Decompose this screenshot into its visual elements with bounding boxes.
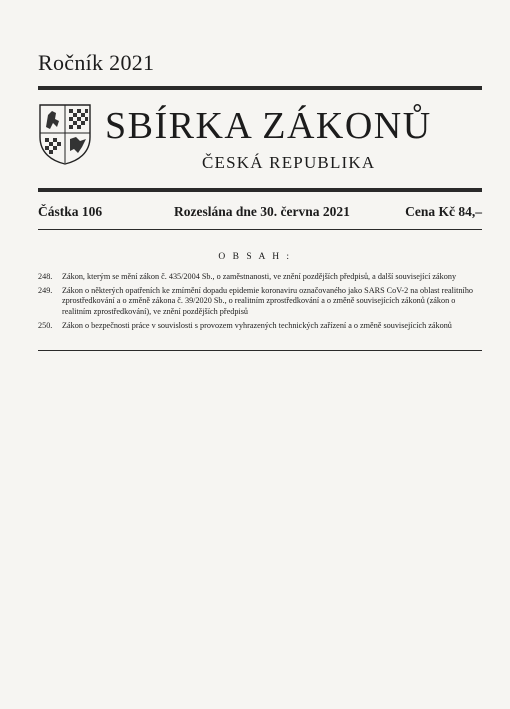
publication-subtitle: ČESKÁ REPUBLIKA (202, 153, 376, 172)
info-rule (38, 229, 482, 230)
item-number: 250. (38, 320, 53, 330)
state-emblem-icon (38, 103, 92, 165)
issue-price: Cena Kč 84,– (405, 204, 482, 219)
contents-rule-bottom (38, 350, 482, 351)
header-rule-bottom (38, 188, 482, 192)
item-number: 249. (38, 286, 53, 296)
volume-year: Ročník 2021 (38, 50, 155, 75)
header-rule-top (38, 86, 482, 90)
item-text: Zákon, kterým se mění zákon č. 435/2004 Sb., o zaměstnanosti, ve znění pozdějších předpisů, a další související zákony (62, 272, 457, 281)
issue-part: Částka 106 (38, 204, 103, 219)
item-text: Zákon o bezpečnosti práce v souvislosti s provozem vyhrazených technických zařízení a o změně souvisejících zákonů (62, 320, 452, 330)
list-item (38, 286, 482, 317)
list-item (38, 272, 482, 282)
contents-list (38, 272, 482, 335)
contents-heading: O B S A H : (218, 252, 292, 262)
list-item (38, 321, 482, 331)
issue-date: Rozeslána dne 30. června 2021 (174, 204, 350, 219)
item-number: 248. (38, 272, 53, 281)
publication-title: SBÍRKA ZÁKONŮ (105, 105, 432, 147)
item-text: Zákon o některých opatřeních ke zmírnění dopadu epidemie koronaviru označovaného jako SARS CoV-2 na oblast realitního zprostředkování a o změně zákona č. 39/2020 Sb., o realitním zprostředkování a o změně souvisejících zákonů (zákon o realitním zprostředkování), ve znění pozdějších předpisů (62, 286, 474, 316)
